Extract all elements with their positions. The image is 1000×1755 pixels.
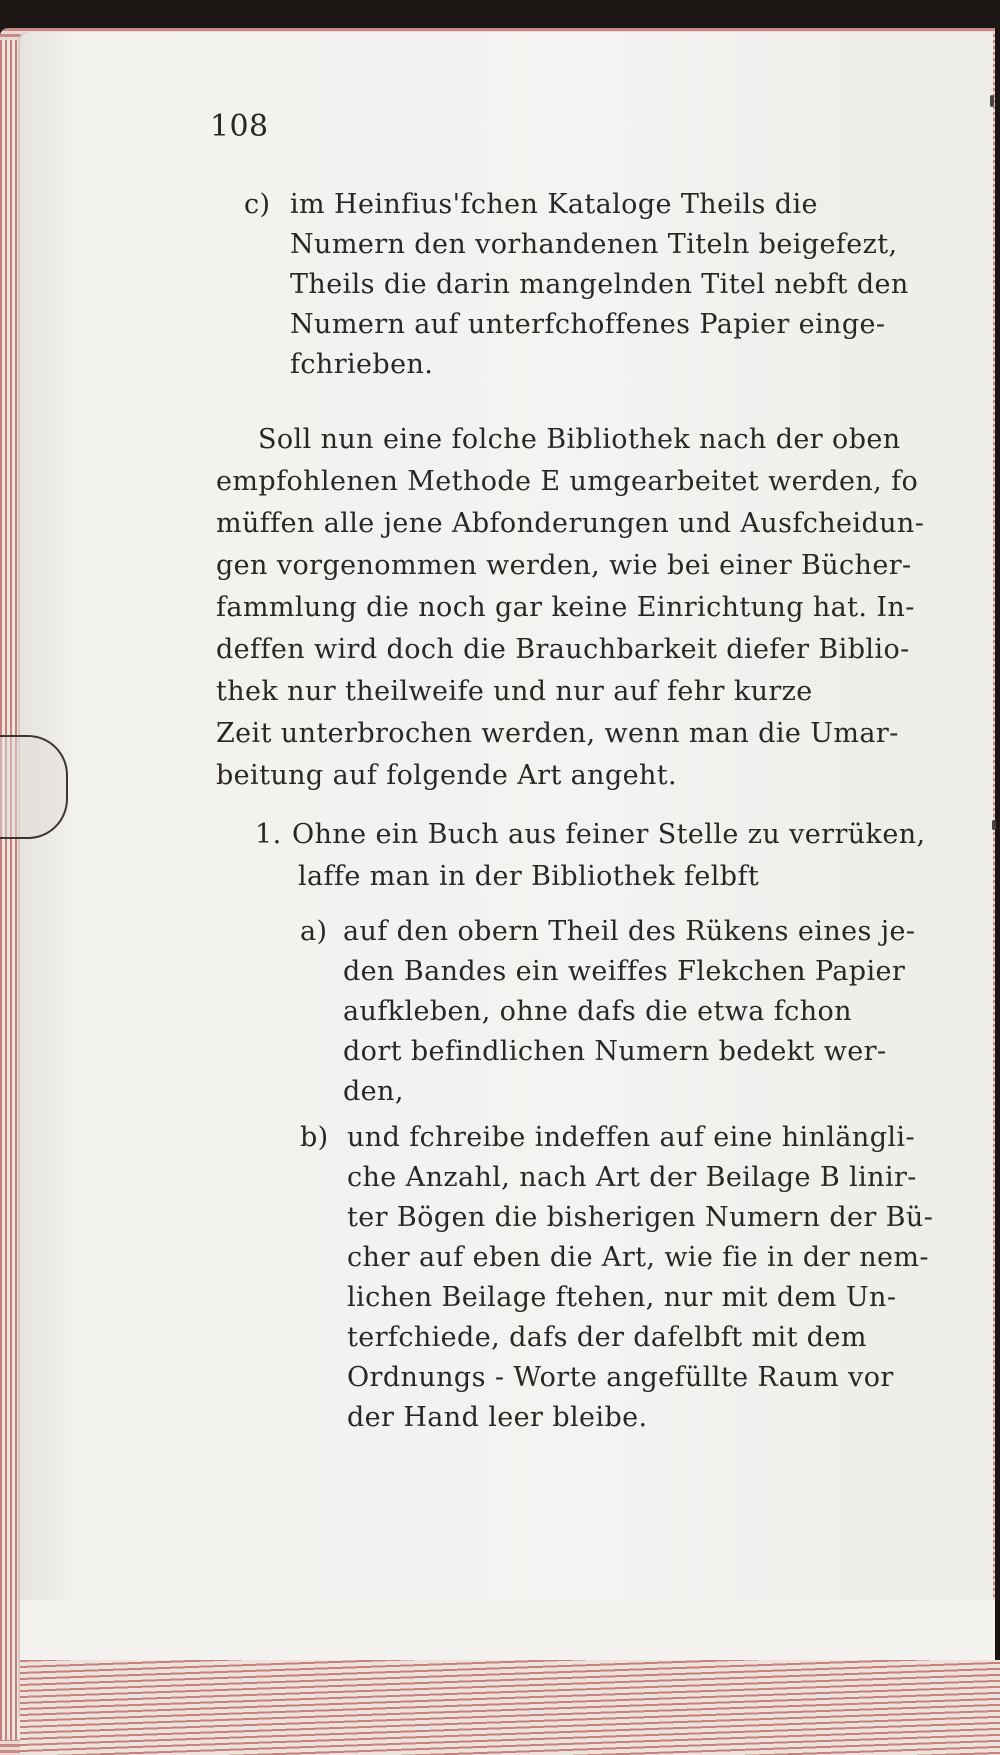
text-line: dort befindlichen Numern bedekt wer- <box>343 1036 887 1067</box>
text-line: im Heinfius'fchen Kataloge Theils die <box>290 189 818 220</box>
text-line: lichen Beilage ftehen, nur mit dem Un- <box>347 1282 897 1313</box>
text-line: und fchreibe indeffen auf eine hinlängli- <box>347 1122 915 1153</box>
item-b-marker: b) <box>300 1122 329 1153</box>
text-line: Ordnungs - Worte angefüllte Raum vor <box>347 1362 894 1393</box>
text-line: ter Bögen die bisherigen Numern der Bü- <box>347 1202 934 1233</box>
text-line: laffe man in der Bibliothek felbft <box>298 861 760 892</box>
page-number: 108 <box>210 109 269 144</box>
text-line: fammlung die noch gar keine Einrichtung hat. In- <box>216 592 915 623</box>
text-line: fchrieben. <box>290 349 434 380</box>
item-marker <box>244 185 270 225</box>
text-line: terfchiede, dafs der dafelbft mit dem <box>347 1322 867 1353</box>
text-line: der Hand leer bleibe. <box>347 1402 648 1433</box>
text-line: aufkleben, ohne dafs die etwa fchon <box>343 996 852 1027</box>
text-line: Theils die darin mangelnden Titel nebft den <box>290 269 909 300</box>
text-line: Zeit unterbrochen werden, wenn man die Umar- <box>216 718 899 749</box>
text-line: che Anzahl, nach Art der Beilage B linir- <box>347 1162 917 1193</box>
text-line: Numern auf unterfchoffenes Papier einge- <box>290 309 886 340</box>
item-a-marker: a) <box>300 916 328 947</box>
text-line: den Bandes ein weiffes Flekchen Papier <box>343 956 906 987</box>
item-1-marker: 1. <box>255 819 282 850</box>
item-c-marker: c) <box>244 189 271 220</box>
text-line: Ohne ein Buch aus feiner Stelle zu verrüken, <box>292 819 926 850</box>
text-line: thek nur theilweife und nur auf fehr kurze <box>216 676 813 707</box>
text-line: gen vorgenommen werden, wie bei einer Bücher- <box>216 550 912 581</box>
text-line: den, <box>343 1076 404 1107</box>
text-line: deffen wird doch die Brauchbarkeit diefer Biblio- <box>216 634 910 665</box>
text-line: müffen alle jene Abfonderungen und Ausfcheidun- <box>216 508 925 539</box>
text-line: Numern den vorhandenen Titeln beigefezt, <box>290 229 898 260</box>
text-line: Soll nun eine folche Bibliothek nach der oben <box>258 424 901 455</box>
text-line: beitung auf folgende Art angeht. <box>216 760 678 791</box>
text-line: empfohlenen Methode E umgearbeitet werden, fo <box>216 466 919 497</box>
text-line: cher auf eben die Art, wie fie in der nem- <box>347 1242 929 1273</box>
text-line: auf den obern Theil des Rükens eines je- <box>343 916 916 947</box>
